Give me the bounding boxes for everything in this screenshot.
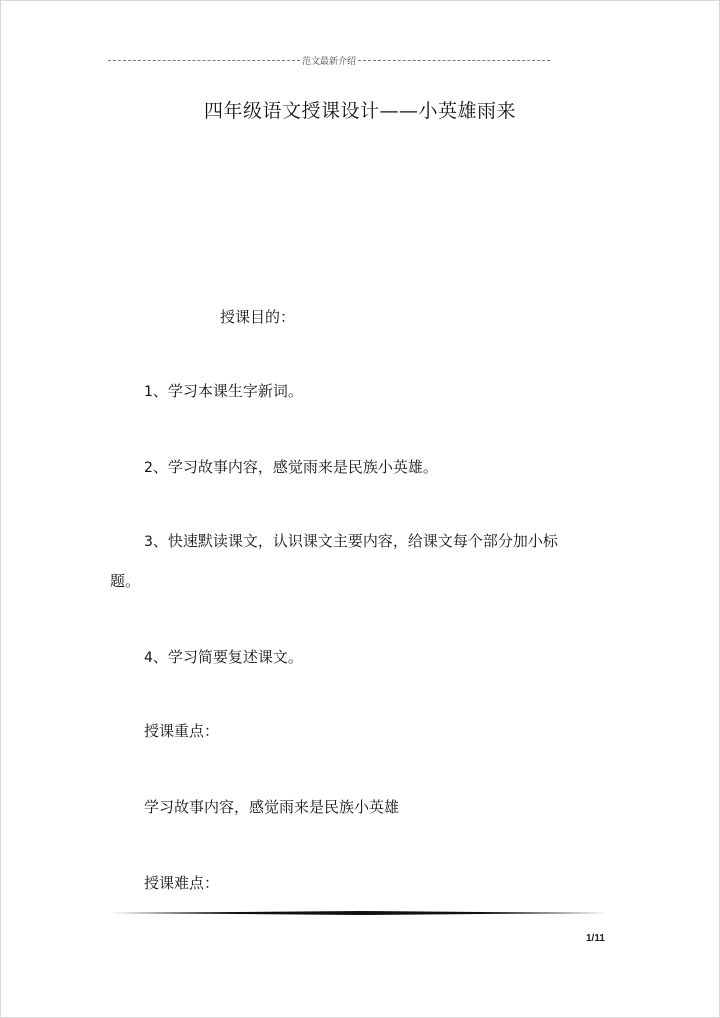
item-text: 、学习故事内容，感觉雨来是民族小英雄。 (152, 458, 438, 476)
item-text: 题。 (110, 572, 141, 590)
objective-item-4 (144, 646, 303, 667)
page-number: 1/11 (586, 933, 605, 944)
difficulty-heading: 授课难点： (144, 874, 220, 892)
item-number: 3 (144, 534, 153, 550)
key-point-text: 学习故事内容，感觉雨来是民族小英雄 (144, 798, 400, 816)
header-dash-right (358, 60, 550, 61)
page-header (108, 54, 550, 67)
item-number: 2 (144, 460, 153, 476)
key-point-heading: 授课重点： (144, 722, 220, 740)
objective-item-3-continued (110, 570, 140, 591)
objective-item-1 (144, 380, 303, 401)
objective-item-3 (144, 530, 558, 551)
header-dash-left (108, 60, 300, 61)
item-number: 4 (144, 650, 153, 666)
footer-rule (110, 911, 608, 915)
item-text: 、快速默读课文，认识课文主要内容，给课文每个部分加小标 (152, 532, 558, 550)
item-text: 、学习简要复述课文。 (152, 648, 303, 666)
objectives-heading: 授课目的： (220, 308, 296, 326)
item-number: 1 (144, 384, 153, 400)
header-label: 范文最新介绍 (302, 57, 357, 67)
objective-item-2 (144, 456, 438, 477)
item-text: 、学习本课生字新词。 (152, 382, 303, 400)
document-title: 四年级语文授课设计——小英雄雨来 (203, 100, 516, 122)
